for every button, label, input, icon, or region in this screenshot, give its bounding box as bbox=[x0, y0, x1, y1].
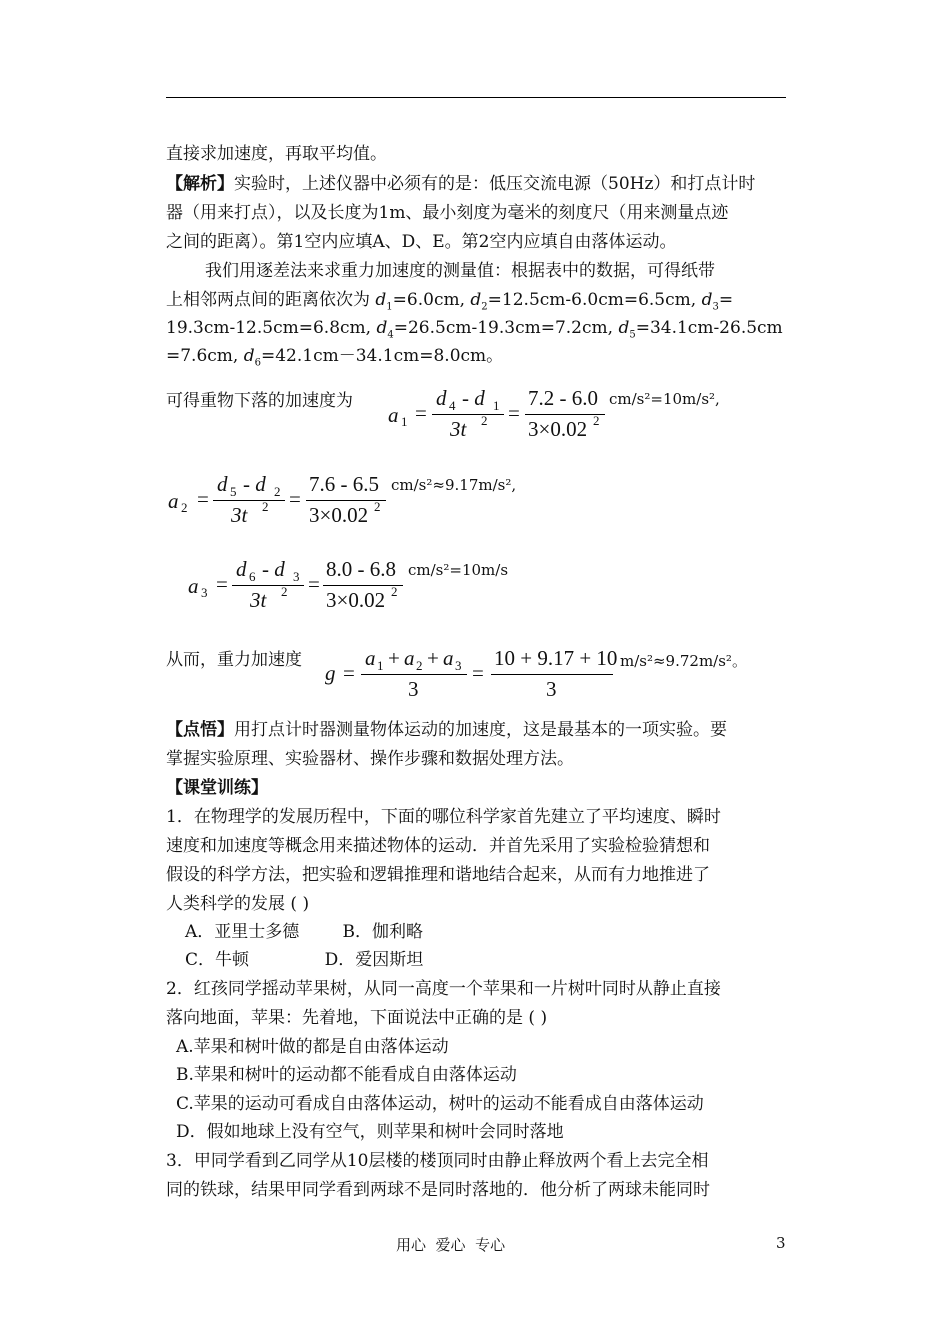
denominator: 3t bbox=[250, 588, 267, 612]
option-line: B.苹果和树叶的运动都不能看成自由落体运动 bbox=[176, 1065, 517, 1085]
text-line: 可得重物下落的加速度为 bbox=[166, 391, 353, 411]
text-line: 3．甲同学看到乙同学从10层楼的楼顶同时由静止释放两个看上去完全相 bbox=[166, 1151, 709, 1171]
equals: = bbox=[508, 401, 520, 425]
sup: 2 bbox=[481, 413, 488, 428]
numerator-d6: d bbox=[236, 557, 247, 581]
sup: 2 bbox=[374, 499, 381, 514]
equals: = bbox=[197, 487, 209, 511]
var-d: d bbox=[243, 346, 255, 366]
sub: 5 bbox=[629, 329, 636, 341]
text-span: 实验时，上述仪器中必须有的是：低压交流电源（50Hz）和打点计时 bbox=[234, 174, 756, 194]
sub: 5 bbox=[230, 484, 237, 499]
text-line: 1．在物理学的发展历程中，下面的哪位科学家首先建立了平均速度、瞬时 bbox=[166, 807, 721, 827]
text-span: =42.1cm－34.1cm=8.0cm。 bbox=[261, 346, 504, 366]
numerator-values: 8.0 - 6.8 bbox=[326, 557, 396, 581]
fraction-bar bbox=[432, 414, 504, 415]
text-span: =12.5cm-6.0cm=6.5cm, bbox=[487, 290, 702, 310]
numerator-d5: d bbox=[217, 472, 228, 496]
sub: 1 bbox=[493, 398, 500, 413]
sup: 2 bbox=[391, 584, 398, 599]
page-number: 3 bbox=[776, 1234, 786, 1252]
text-line: 假设的科学方法，把实验和逻辑推理和谐地结合起来，从而有力地推进了 bbox=[166, 865, 710, 885]
text-span: =6.0cm, bbox=[392, 290, 471, 310]
equals: = bbox=[289, 487, 301, 511]
sup: 2 bbox=[281, 584, 288, 599]
sub: 3 bbox=[293, 569, 300, 584]
numerator-minus-d: - d bbox=[262, 557, 285, 581]
text-span: 用打点计时器测量物体运动的加速度，这是最基本的一项实验。要 bbox=[234, 720, 727, 740]
denominator-values: 3×0.02 bbox=[528, 417, 588, 441]
formula-g-lhs: g bbox=[325, 661, 336, 685]
option-line: A.苹果和树叶做的都是自由落体运动 bbox=[176, 1037, 449, 1057]
sub: 4 bbox=[449, 398, 456, 413]
sub: 2 bbox=[274, 484, 281, 499]
text-span: =34.1cm-26.5cm bbox=[635, 318, 783, 338]
var-d: d bbox=[375, 290, 387, 310]
sub: 3 bbox=[455, 658, 462, 673]
var-d: d bbox=[618, 318, 630, 338]
analysis-tag: 【解析】 bbox=[166, 174, 234, 194]
equals: = bbox=[343, 661, 355, 685]
numerator-a2: a bbox=[404, 646, 415, 670]
text-line: 同的铁球，结果甲同学看到两球不是同时落地的．他分析了两球未能同时 bbox=[166, 1180, 710, 1200]
equals: = bbox=[472, 661, 484, 685]
option-line: A．亚里士多德 B．伽利略 bbox=[185, 922, 423, 942]
unit-text: cm/s²≈9.17m/s², bbox=[391, 476, 517, 494]
text-line bbox=[166, 718, 727, 742]
text-line: 速度和加速度等概念用来描述物体的运动．并首先采用了实验检验猜想和 bbox=[166, 836, 710, 856]
denominator-values: 3×0.02 bbox=[326, 588, 386, 612]
text-span: 上相邻两点间的距离依次为 bbox=[166, 290, 376, 310]
text-line bbox=[166, 172, 755, 196]
text-span: = bbox=[718, 290, 734, 310]
text-line: 掌握实验原理、实验器材、操作步骤和数据处理方法。 bbox=[166, 749, 574, 769]
sub: 6 bbox=[254, 357, 261, 369]
sub: 2 bbox=[481, 301, 488, 313]
numerator-d4: d bbox=[436, 386, 447, 410]
denominator: 3 bbox=[408, 677, 419, 701]
sub: 3 bbox=[201, 585, 208, 600]
text-line: 从而，重力加速度 bbox=[166, 650, 302, 670]
text-span: 19.3cm-12.5cm=6.8cm, bbox=[166, 318, 377, 338]
formula-a2-lhs: a bbox=[168, 489, 179, 513]
fraction-bar bbox=[213, 500, 285, 501]
unit-text: cm/s²=10m/s bbox=[408, 561, 509, 579]
option-line: D．假如地球上没有空气，则苹果和树叶会同时落地 bbox=[176, 1122, 564, 1142]
text-line bbox=[166, 316, 783, 347]
text-line bbox=[166, 344, 503, 375]
equals: = bbox=[308, 572, 320, 596]
text-line bbox=[166, 288, 733, 319]
equals: = bbox=[216, 572, 228, 596]
numerator-a3: a bbox=[443, 646, 454, 670]
var-d: d bbox=[470, 290, 482, 310]
text-line: 人类科学的发展 ( ) bbox=[166, 894, 310, 914]
sub: 2 bbox=[181, 500, 188, 515]
sub: 2 bbox=[416, 658, 423, 673]
text-line: 2．红孩同学摇动苹果树，从同一高度一个苹果和一片树叶同时从静止直接 bbox=[166, 979, 721, 999]
numerator-a1: a bbox=[365, 646, 376, 670]
header-rule bbox=[166, 97, 786, 98]
unit-text: m/s²≈9.72m/s²。 bbox=[620, 652, 747, 670]
fraction-bar bbox=[361, 674, 467, 675]
section-heading: 【课堂训练】 bbox=[166, 778, 268, 798]
fraction-bar bbox=[232, 585, 304, 586]
denominator: 3t bbox=[231, 503, 248, 527]
var-d: d bbox=[376, 318, 388, 338]
plus: + bbox=[388, 646, 400, 670]
sub: 1 bbox=[401, 414, 408, 429]
denominator-values: 3×0.02 bbox=[309, 503, 369, 527]
var-d: d bbox=[701, 290, 713, 310]
sub: 1 bbox=[386, 301, 393, 313]
option-line: C.苹果的运动可看成自由落体运动，树叶的运动不能看成自由落体运动 bbox=[176, 1094, 704, 1114]
sub: 6 bbox=[249, 569, 256, 584]
sub: 1 bbox=[377, 658, 384, 673]
numerator-minus-d: - d bbox=[243, 472, 266, 496]
text-line: 直接求加速度，再取平均值。 bbox=[166, 144, 387, 164]
numerator-values: 7.6 - 6.5 bbox=[309, 472, 379, 496]
insight-tag: 【点悟】 bbox=[166, 720, 234, 740]
denominator: 3 bbox=[546, 677, 557, 701]
footer-text: 用心 爱心 专心 bbox=[396, 1236, 506, 1254]
text-span: =7.6cm, bbox=[166, 346, 244, 366]
text-line: 落向地面，苹果：先着地，下面说法中正确的是 ( ) bbox=[166, 1008, 548, 1028]
numerator-values: 10 + 9.17 + 10 bbox=[494, 646, 618, 670]
fraction-bar bbox=[491, 674, 613, 675]
formula-a1-lhs: a bbox=[388, 403, 399, 427]
plus: + bbox=[427, 646, 439, 670]
sub: 4 bbox=[387, 329, 394, 341]
equals: = bbox=[415, 401, 427, 425]
text-line: 我们用逐差法来求重力加速度的测量值：根据表中的数据，可得纸带 bbox=[205, 261, 715, 281]
sup: 2 bbox=[593, 413, 600, 428]
text-span: =26.5cm-19.3cm=7.2cm, bbox=[393, 318, 619, 338]
sup: 2 bbox=[262, 499, 269, 514]
sub: 3 bbox=[712, 301, 719, 313]
denominator: 3t bbox=[450, 417, 467, 441]
text-line: 之间的距离）。第1空内应填A、D、E。第2空内应填自由落体运动。 bbox=[166, 232, 677, 252]
text-line: 器（用来打点），以及长度为1m、最小刻度为毫米的刻度尺（用来测量点迹 bbox=[166, 203, 729, 223]
option-line: C．牛顿 D．爱因斯坦 bbox=[185, 950, 424, 970]
formula-a3-lhs: a bbox=[188, 574, 199, 598]
numerator-values: 7.2 - 6.0 bbox=[528, 386, 598, 410]
numerator-minus-d: - d bbox=[462, 386, 485, 410]
unit-text: cm/s²=10m/s², bbox=[609, 390, 720, 408]
